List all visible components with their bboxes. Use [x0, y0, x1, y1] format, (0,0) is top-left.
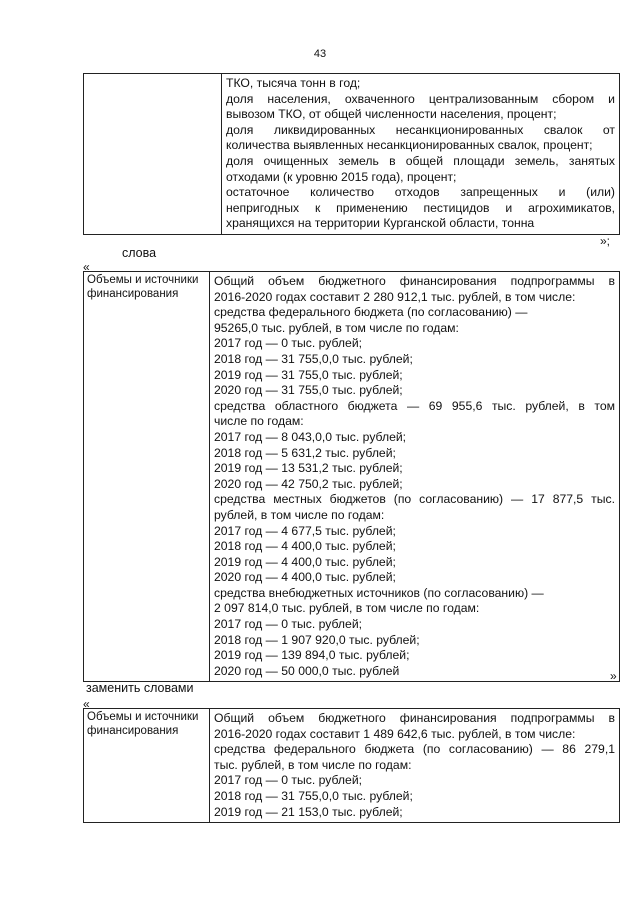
financing-line: 2018 год — 5 631,2 тыс. рублей; [214, 445, 396, 460]
page-number: 43 [313, 48, 327, 60]
financing-line: 2016-2020 годах составит 2 280 912,1 тыс. рублей, в том числе: [214, 289, 576, 304]
closing-quote: » [610, 669, 617, 683]
financing-line: 2019 год — 139 894,0 тыс. рублей; [214, 648, 410, 663]
financing-label: Объемы и источники финансирования [84, 709, 210, 823]
financing-details [210, 272, 620, 682]
financing-line: 2017 год — 0 тыс. рублей; [214, 617, 363, 632]
financing-line: 2017 год — 8 043,0,0 тыс. рублей; [214, 429, 407, 444]
indicator-line: количества выявленных несанкционированных свалок, процент; [226, 138, 593, 153]
financing-line: 2020 год — 42 750,2 тыс. рублей; [214, 476, 403, 491]
opening-quote: « [83, 697, 90, 711]
financing-line: средства местных бюджетов (по согласованию) — 17 877,5 тыс. [214, 492, 615, 507]
indicator-line: доля очищенных земель в общей площади земель, занятых [226, 153, 615, 168]
financing-line: средства федерального бюджета (по согласованию) — [214, 305, 528, 320]
indicators-left-cell [84, 74, 222, 235]
financing-line: средства внебюджетных источников (по согласованию) — [214, 585, 544, 600]
financing-line: 2 097 814,0 тыс. рублей, в том числе по годам: [214, 601, 480, 616]
indicator-line: отходами (к уровню 2015 года), процент; [226, 169, 457, 184]
financing-line: 2018 год — 4 400,0 тыс. рублей; [214, 539, 396, 554]
financing-line: 2018 год — 31 755,0,0 тыс. рублей; [214, 788, 413, 803]
financing-line: 2020 год — 31 755,0 тыс. рублей; [214, 383, 403, 398]
financing-line: 2017 год — 0 тыс. рублей; [214, 336, 363, 351]
financing-line: рублей, в том числе по годам: [214, 507, 385, 522]
financing-line: числе по годам: [214, 414, 304, 429]
indicators-right-cell [222, 74, 620, 235]
old-financing-table [83, 271, 620, 682]
indicator-line: доля ликвидированных несанкционированных свалок от [226, 122, 615, 137]
financing-details [210, 709, 620, 823]
financing-line: Общий объем бюджетного финансирования подпрограммы в [214, 711, 615, 725]
replace-words-text: заменить словами [86, 681, 194, 695]
financing-line: 2019 год — 21 153,0 тыс. рублей; [214, 804, 403, 819]
opening-quote: « [83, 260, 90, 274]
financing-line: средства областного бюджета — 69 955,6 тыс. рублей, в том [214, 398, 615, 413]
financing-line: Общий объем бюджетного финансирования подпрограммы в [214, 274, 615, 288]
financing-line: 2020 год — 4 400,0 тыс. рублей; [214, 570, 396, 585]
financing-line: 2017 год — 0 тыс. рублей; [214, 773, 363, 788]
financing-line: средства федерального бюджета (по согласованию) — 86 279,1 [214, 742, 615, 757]
financing-label: Объемы и источники финансирования [84, 272, 210, 682]
financing-line: 2018 год — 31 755,0,0 тыс. рублей; [214, 351, 413, 366]
financing-line: 95265,0 тыс. рублей, в том числе по годам: [214, 320, 459, 335]
financing-line: 2016-2020 годах составит 1 489 642,6 тыс. рублей, в том числе: [214, 726, 576, 741]
indicators-table [83, 73, 620, 235]
indicator-line: непригодных к применению пестицидов и агрохимикатов, [226, 200, 615, 215]
indicator-line: остаточное количество отходов запрещенных и (или) [226, 185, 615, 200]
financing-line: 2019 год — 31 755,0 тыс. рублей; [214, 367, 403, 382]
indicator-line: вывозом ТКО, от общей численности населения, процент; [226, 107, 557, 122]
indicator-line: хранящихся на территории Курганской области, тонна [226, 216, 535, 231]
financing-line: 2017 год — 4 677,5 тыс. рублей; [214, 523, 396, 538]
indicator-line: ТКО, тысяча тонн в год; [226, 76, 361, 90]
closing-quote: »; [600, 234, 611, 248]
financing-line: 2019 год — 4 400,0 тыс. рублей; [214, 554, 396, 569]
indicator-line: доля населения, охваченного централизованным сбором и [226, 91, 615, 106]
financing-line: 2018 год — 1 907 920,0 тыс. рублей; [214, 632, 420, 647]
new-financing-table [83, 708, 620, 823]
slova-text: слова [122, 246, 157, 260]
financing-line: 2020 год — 50 000,0 тыс. рублей [214, 663, 400, 678]
financing-line: 2019 год — 13 531,2 тыс. рублей; [214, 461, 403, 476]
financing-line: тыс. рублей, в том числе по годам: [214, 757, 412, 772]
